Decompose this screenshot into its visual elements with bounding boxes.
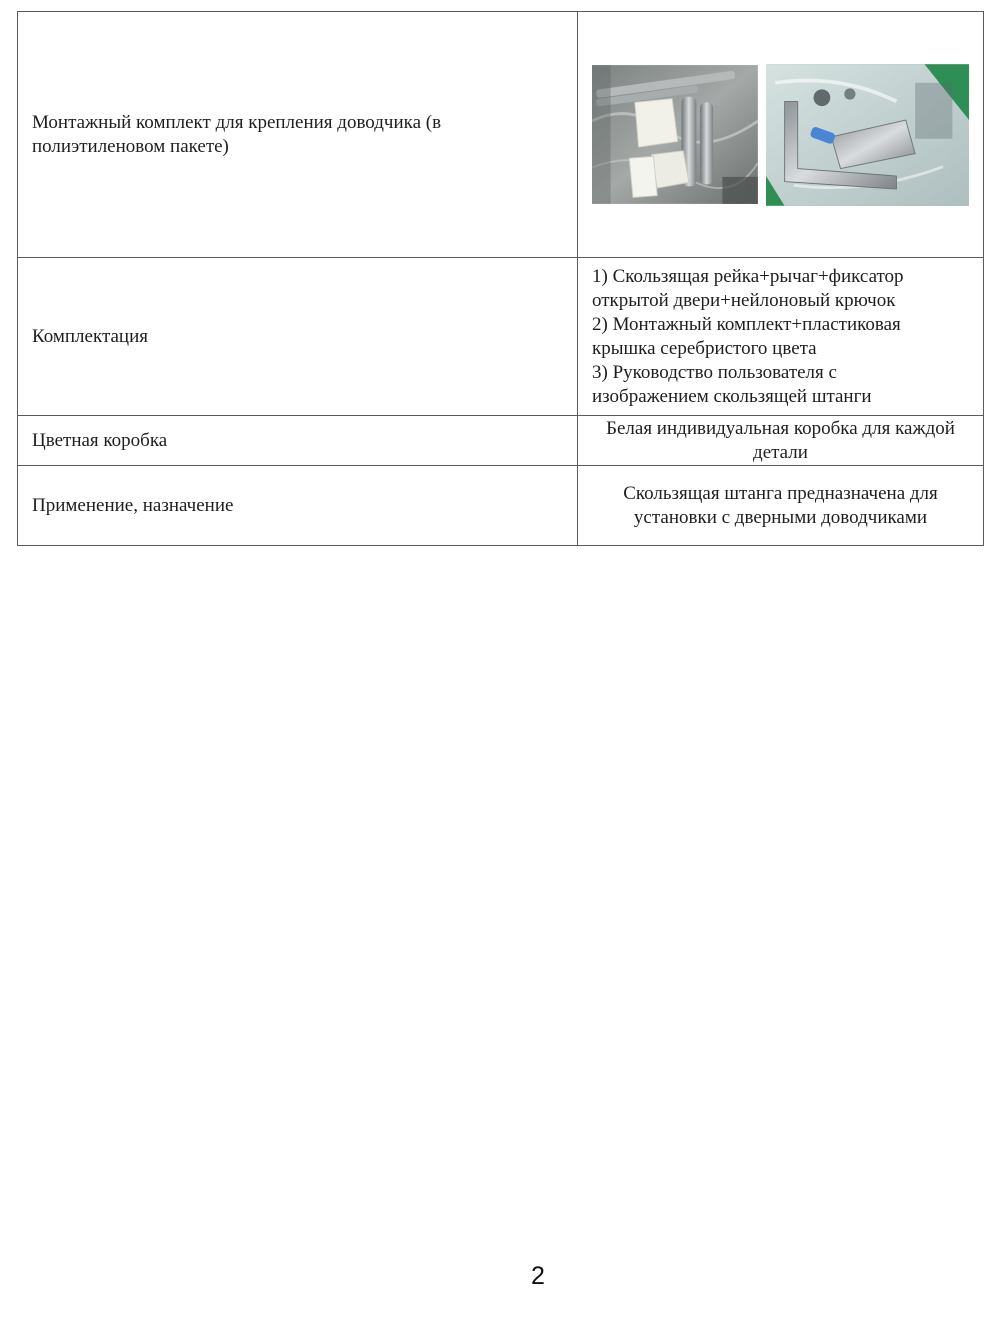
value-line: 1) Скользящая рейка+рычаг+фиксатор — [592, 265, 904, 287]
mounting-kit-bag-photo — [592, 60, 758, 209]
table-row — [18, 12, 984, 258]
value-line: крышка серебристого цвета — [592, 337, 817, 359]
row-label: Цветная коробка — [18, 416, 578, 466]
row-value — [578, 466, 984, 546]
value-line: открытой двери+нейлоновый крючок — [592, 289, 896, 311]
row-label: Применение, назначение — [18, 466, 578, 546]
spec-table — [17, 11, 984, 546]
row-value — [578, 258, 984, 416]
value-line: Белая индивидуальная коробка для каждой — [606, 417, 955, 439]
row-label: Комплектация — [18, 258, 578, 416]
page-number: 2 — [531, 1262, 545, 1290]
value-line: изображением скользящей штанги — [592, 385, 872, 407]
table-row — [18, 466, 984, 546]
table-row — [18, 258, 984, 416]
value-line: детали — [753, 441, 808, 463]
row-label: Монтажный комплект для крепления доводчика (в полиэтиленовом пакете) — [18, 12, 578, 258]
value-line: 2) Монтажный комплект+пластиковая — [592, 313, 901, 335]
value-line: установки с дверными доводчиками — [633, 506, 928, 528]
row-value — [578, 416, 984, 466]
value-line: 3) Руководство пользователя с — [592, 361, 837, 383]
value-line: Скользящая штанга предназначена для — [623, 482, 938, 504]
photo-group — [592, 59, 969, 211]
mounting-kit-bracket-photo — [766, 59, 969, 211]
table-row — [18, 416, 984, 466]
photo-cell — [578, 12, 984, 258]
